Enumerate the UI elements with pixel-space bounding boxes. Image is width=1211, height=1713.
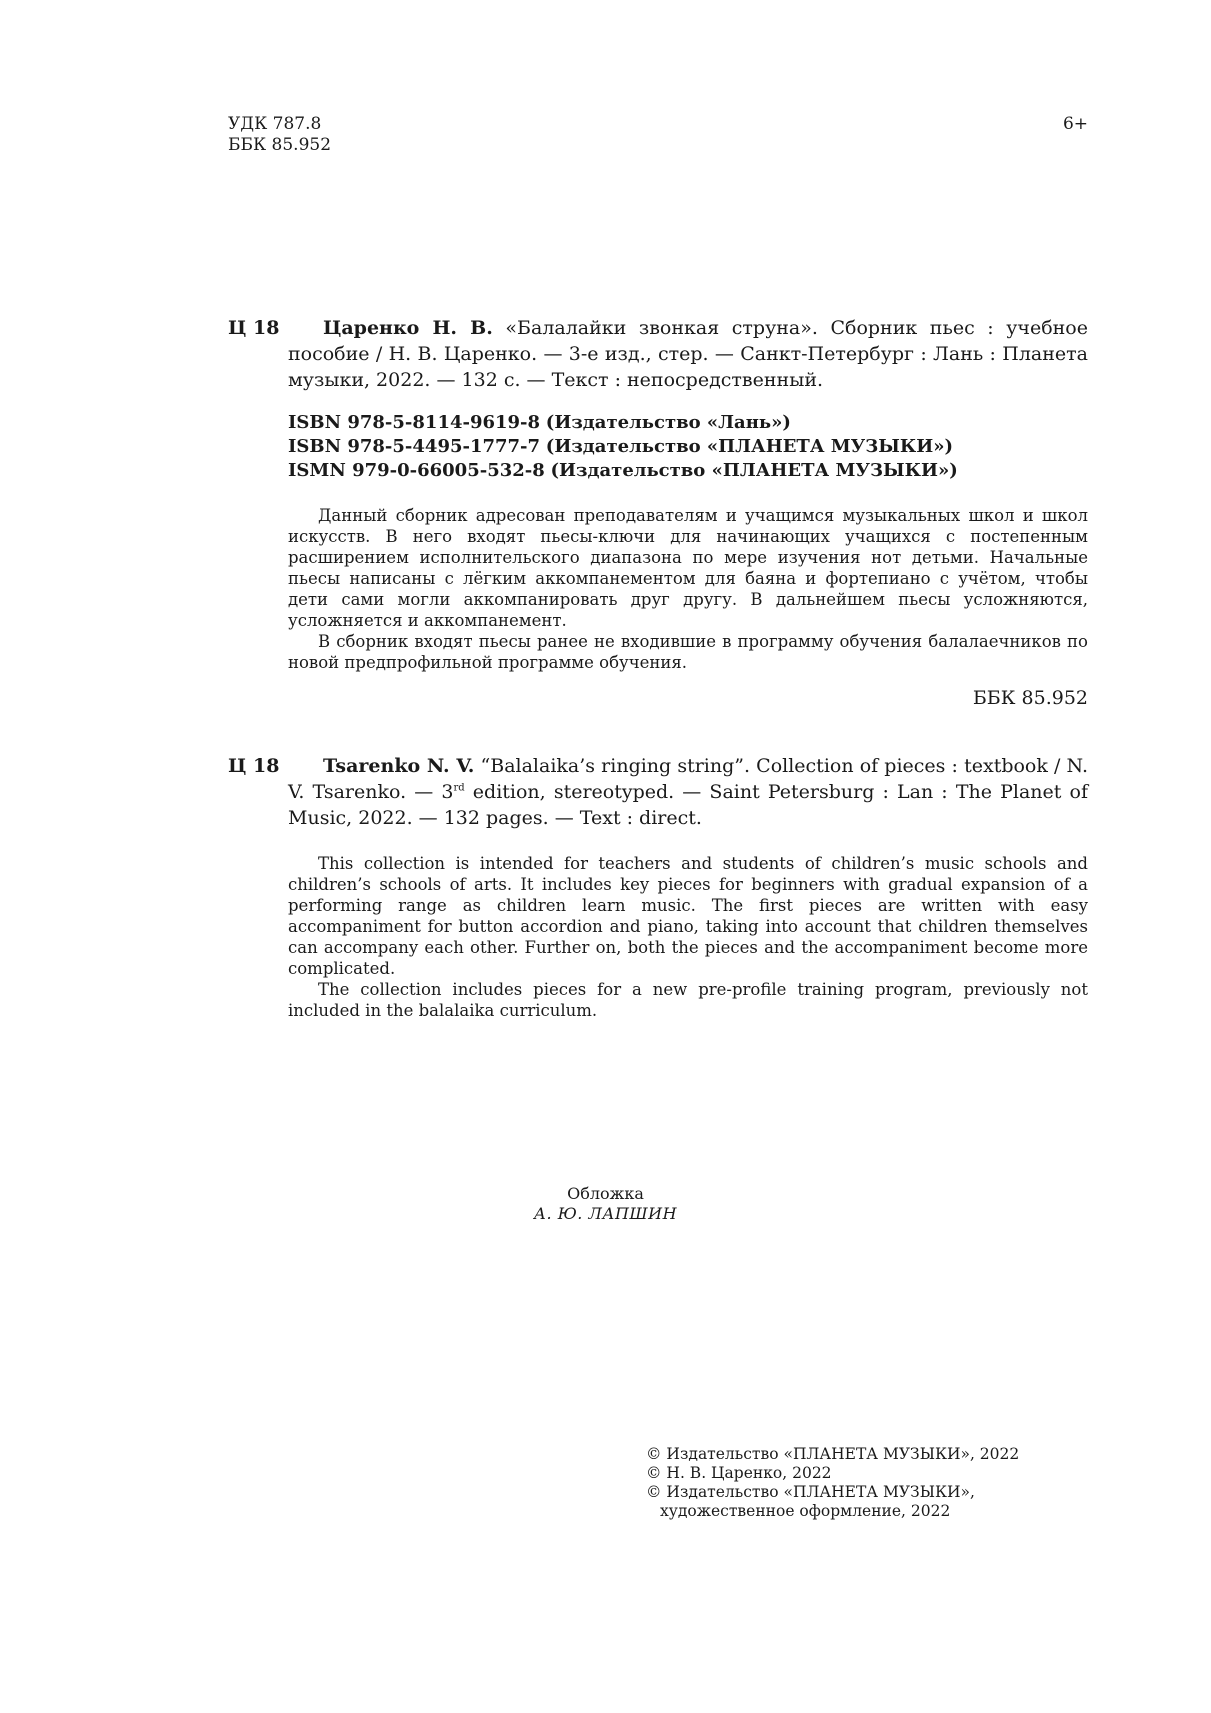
annotation-paragraph: В сборник входят пьесы ранее не входившие в программу обучения балалаечников по новой предпрофильной программе обучения. [288,632,1088,672]
author-name: Tsarenko N. V. [323,755,475,777]
russian-entry [228,315,1088,711]
udk-code: УДК 787.8 [228,114,322,134]
description-text: edition, stereotyped. — Saint Petersburg : Lan : The Planet of Music, 2022. — 132 pages. — Text : direct. [288,781,1088,829]
identifier-number: ISBN 978-5-8114-9619-8 [288,412,541,433]
author-mark: Ц 18 [228,755,280,777]
bbk-code: ББК 85.952 [228,135,332,155]
annotation [288,853,1088,1021]
edition-superscript: rd [453,782,465,794]
age-rating: 6+ [1062,114,1088,134]
cover-designer: А. Ю. ЛАПШИН [533,1204,678,1223]
identifier-row [288,459,1088,483]
annotation [288,505,1088,673]
identifier-publisher: (Издательство «ПЛАНЕТА МУЗЫКИ») [550,460,958,481]
description-text: «Балалайки звонкая струна». Сборник пьес : учебное пособие / Н. В. Царенко. — 3-е изд., стер. — Санкт-Петербург : Лань : Планета музыки, 2022. — 132 с. — Текст : непосредственный. [288,317,1088,391]
bibliographic-description [288,315,1088,393]
cover-credit [0,1184,1211,1224]
identifier-publisher: (Издательство «ПЛАНЕТА МУЗЫКИ») [545,436,954,457]
bibliographic-description [288,753,1088,831]
annotation-paragraph: Данный сборник адресован преподавателям и учащимся музыкальных школ и школ искусств. В него входят пьесы-ключи для начинающих учащихся с постепенным расширением исполнительского диапазона по мере изучения нот детьми. Начальные пьесы написаны с лёгким аккомпанементом для баяна и фортепиано с учётом, чтобы дети сами могли аккомпанировать друг другу. В дальнейшем пьесы усложняются, усложняется и аккомпанемент. [288,506,1088,630]
annotation-paragraph: The collection includes pieces for a new pre-profile training program, previously not included in the balalaika curriculum. [288,980,1088,1020]
author-mark: Ц 18 [228,317,280,339]
annotation-paragraph: This collection is intended for teachers and students of children’s music schools and children’s schools of arts. It includes key pieces for beginners with gradual expansion of a performing range as children learn music. The first pieces are written with easy accompaniment for button accordion and piano, taking into account that children themselves can accompany each other. Further on, both the pieces and the accompaniment become more complicated. [288,854,1088,978]
identifier-publisher: (Издательство «Лань») [545,412,791,433]
description-text: “Balalaika’s ringing string”. Collection of pieces : textbook / N. V. Tsarenko. — 3 [288,755,1088,803]
english-entry [228,753,1088,1021]
identifier-number: ISMN 979-0-66005-532-8 [288,460,545,481]
copyright-block [646,1445,1086,1521]
identifier-number: ISBN 978-5-4495-1777-7 [288,436,541,457]
copyright-line: © Издательство «ПЛАНЕТА МУЗЫКИ», художественное оформление, 2022 [646,1483,975,1520]
bbk-index: ББК 85.952 [972,687,1088,709]
classification-codes [228,114,331,156]
copyright-line: © Н. В. Царенко, 2022 [646,1464,832,1482]
identifier-list [288,411,1088,483]
author-name: Царенко Н. В. [323,317,493,339]
identifier-row [288,435,1088,459]
cover-label: Обложка [567,1184,644,1203]
identifier-row [288,411,1088,435]
copyright-line: © Издательство «ПЛАНЕТА МУЗЫКИ», 2022 [646,1445,1020,1463]
